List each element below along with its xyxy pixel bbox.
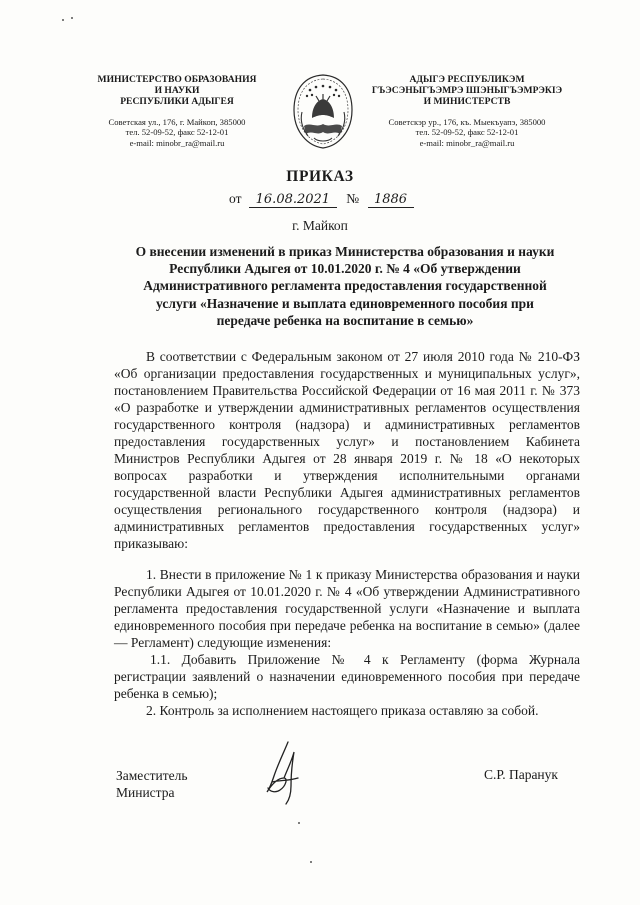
ministry-header-ady (352, 74, 582, 148)
order-subject: О внесении изменений в приказ Министерства образования и науки Республики Адыгея от 10.01.2020 г. № 4 «Об утверждении Административного регламента предоставления государственной услуги «Назначение и выплата единовременного пособия при передаче ребенка на воспитание в семью» (135, 244, 555, 328)
scan-speck (62, 19, 64, 21)
order-date-number (229, 191, 414, 208)
adygea-coat-of-arms-icon (290, 72, 356, 150)
preamble-paragraph: В соответствии с Федеральным законом от 27 июля 2010 года № 210-ФЗ «Об организации предоставления государственных и муниципальных услуг», постановлением Правительства Российской Федерации от 16 мая 2011 г. № 373 «О разработке и утверждении административных регламентов осуществления государственного контроля (надзора) и административных регламентов предоставления государственных услуг» и постановлением Кабинета Министров Республики Адыгея от 28 января 2019 г. № 18 «О некоторых вопросах разработки и утверждения исполнительными органами государственной власти Республики Адыгея административных регламентов осуществления регионального государственного контроля (надзора) и административных регламентов предоставления государственных услуг» приказываю: (114, 349, 580, 551)
order-number: 1886 (368, 192, 414, 208)
order-items-block (114, 566, 580, 719)
order-city: г. Майкоп (292, 218, 348, 233)
ministry-name-ru: МИНИСТЕРСТВО ОБРАЗОВАНИЯ И НАУКИ РЕСПУБЛИКИ АДЫГЕЯ (97, 74, 257, 108)
ministry-name-ady: АДЫГЭ РЕСПУБЛИКЭМ ГЪЭСЭНЫГЪЭМРЭ ШIЭНЫГЪЭМРЭКIЭ И МИНИСТЕРСТВ (371, 74, 563, 108)
scan-speck (310, 861, 312, 863)
preamble-block (114, 348, 580, 552)
item-2-paragraph: 2. Контроль за исполнением настоящего приказа оставляю за собой. (146, 703, 539, 718)
ministry-header-ru (62, 74, 292, 148)
item-1-1-paragraph: 1.1. Добавить Приложение № 4 к Регламенту (форма Журнала регистрации заявлений о назначении единовременного пособия при передаче ребенка в семью); (114, 652, 580, 701)
signer-name: С.Р. Паранук (484, 767, 558, 782)
handwritten-signature-icon (258, 738, 306, 810)
ministry-contacts-ady: Советскэр ур., 176, къ. Мыекъуапэ, 385000 тел. 52-09-52, факс 52-12-01 e-mail: minobr_ra@mail.ru (388, 116, 546, 148)
order-from-label: от (229, 191, 242, 206)
ministry-contacts-ru: Советская ул., 176, г. Майкоп, 385000 тел. 52-09-52, факс 52-12-01 e-mail: minobr_ra@mail.ru (108, 116, 246, 148)
order-title: ПРИКАЗ (286, 168, 354, 185)
scan-speck (298, 822, 300, 824)
scan-speck (71, 17, 73, 19)
item-1-paragraph: 1. Внести в приложение № 1 к приказу Министерства образования и науки Республики Адыгея от 10.01.2020 г. № 4 «Об утверждении Административного регламента предоставления государственной услуги «Назначение и выплата единовременного пособия при передаче ребенка на воспитание в семью» (далее — Регламент) следующие изменения: (114, 567, 580, 650)
order-date: 16.08.2021 (249, 192, 337, 208)
signer-position: Заместитель Министра (116, 768, 188, 800)
order-number-sign: № (346, 191, 360, 206)
